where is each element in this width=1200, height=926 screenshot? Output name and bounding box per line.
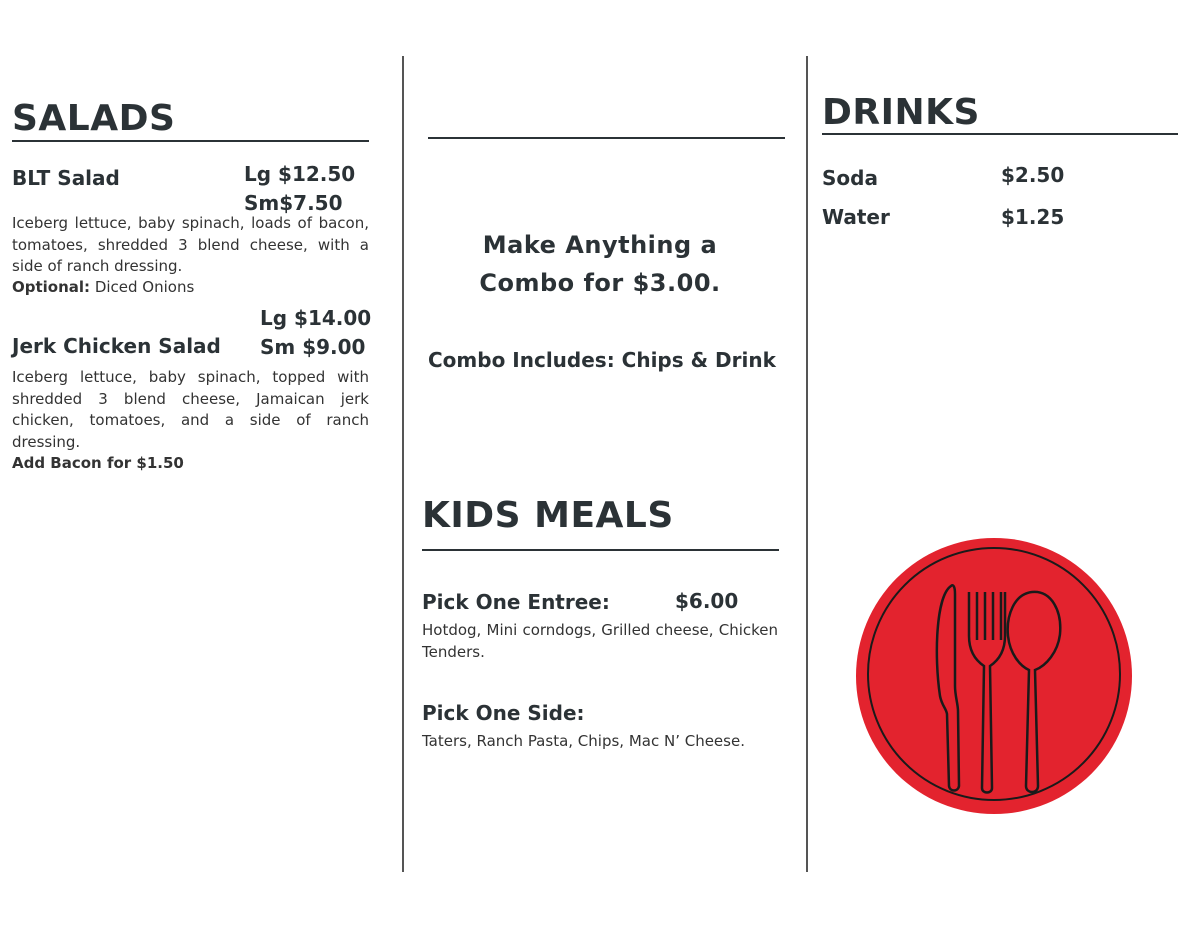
kids-side-label: Pick One Side: [422, 701, 585, 725]
column-divider-right [806, 56, 808, 872]
combo-headline-line2: Combo for $3.00. [479, 269, 721, 297]
combo-top-rule [428, 137, 785, 139]
drink-name-soda: Soda [822, 166, 878, 190]
optional-label: Optional: [12, 278, 91, 296]
salads-heading-rule [12, 140, 369, 142]
blt-salad-price-large: Lg $12.50 [244, 162, 356, 186]
kids-meals-heading-rule [422, 549, 779, 551]
drink-price-soda: $2.50 [1001, 163, 1065, 187]
logo-red-circle [856, 538, 1132, 814]
kids-entree-options: Hotdog, Mini corndogs, Grilled cheese, Chicken Tenders. [422, 621, 778, 661]
jerk-salad-addon: Add Bacon for $1.50 [12, 454, 184, 472]
drink-name-water: Water [822, 205, 890, 229]
drink-price-water: $1.25 [1001, 205, 1065, 229]
kids-side-options: Taters, Ranch Pasta, Chips, Mac N’ Cheese. [422, 732, 745, 750]
combo-headline [428, 226, 772, 302]
jerk-salad-description: Iceberg lettuce, baby spinach, topped with shredded 3 blend cheese, Jamaican jerk chicken, tomatoes, and a side of ranch dressing. [12, 368, 369, 451]
jerk-salad-name: Jerk Chicken Salad [12, 334, 221, 358]
kids-entree-label: Pick One Entree: [422, 590, 610, 614]
drinks-heading-rule [822, 133, 1178, 135]
blt-salad-description: Iceberg lettuce, baby spinach, loads of bacon, tomatoes, shredded 3 blend cheese, with a side of ranch dressing. [12, 214, 369, 275]
salads-heading: SALADS [12, 98, 176, 139]
jerk-salad-price-small: Sm $9.00 [260, 335, 366, 359]
utensils-icon [854, 536, 1134, 816]
drinks-heading: DRINKS [822, 92, 980, 133]
kids-meals-heading: KIDS MEALS [422, 495, 674, 536]
kids-entree-price: $6.00 [675, 589, 739, 613]
utensils-logo-svg [854, 536, 1134, 816]
blt-salad-price-small: Sm$7.50 [244, 191, 343, 215]
combo-includes: Combo Includes: Chips & Drink [428, 348, 776, 372]
blt-salad-name: BLT Salad [12, 166, 120, 190]
optional-value: Diced Onions [90, 278, 195, 296]
blt-salad-optional [12, 277, 369, 299]
combo-headline-line1: Make Anything a [482, 231, 718, 259]
column-divider-left [402, 56, 404, 872]
jerk-salad-price-large: Lg $14.00 [260, 306, 372, 330]
